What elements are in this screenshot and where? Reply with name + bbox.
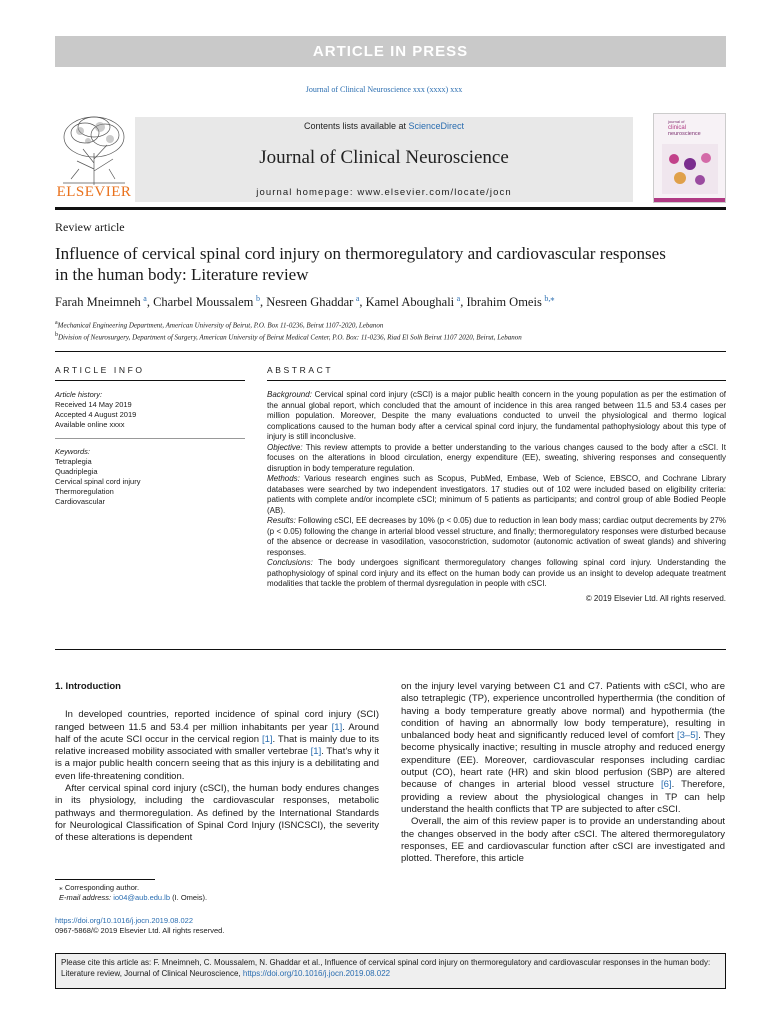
publisher-name: ELSEVIER (56, 184, 132, 200)
citation-text: Please cite this article as: F. Mneimneh, C. Moussalem, N. Ghaddar et al., Influence of cervical spinal cord injury on thermoregulatory and cardiovascular responses in the human body: Literature review, Journal of Clinical Neuroscience, (61, 958, 711, 978)
paper-title: Influence of cervical spinal cord injury on thermoregulatory and cardiovascular responses in the human body: Literature review (55, 244, 666, 284)
cover-title-clinical: clinical (668, 125, 687, 131)
author-affil-sup[interactable]: b (255, 294, 260, 303)
masthead-divider (55, 207, 726, 210)
affiliations (55, 318, 522, 343)
abstract-heading: ABSTRACT (267, 365, 334, 375)
article-in-press-banner: ARTICLE IN PRESS (55, 36, 726, 67)
history-label: Article history: (55, 390, 103, 399)
contents-line (135, 121, 633, 131)
issn-copyright: 0967-5868/© 2019 Elsevier Ltd. All rights reserved. (55, 926, 225, 935)
keyword: Tetraplegia (55, 457, 92, 466)
author[interactable] (55, 295, 153, 309)
p1-text-a: In developed countries, reported incidence of spinal cord injury (SCI) ranged between 11.5 and 53.4 per million inhabitants per year (55, 709, 379, 733)
author-sep: , (259, 295, 267, 310)
history-accepted: Accepted 4 August 2019 (55, 410, 137, 419)
affiliation (55, 318, 522, 330)
keyword: Quadriplegia (55, 467, 98, 476)
author-name: Charbel Moussalem (153, 295, 254, 310)
author-sep: , (359, 295, 366, 310)
journal-title-box (135, 117, 633, 202)
abstract-divider (267, 380, 726, 381)
doi-block (55, 916, 224, 936)
body-divider (55, 649, 726, 650)
conclusions-text: The body undergoes significant thermoregulatory changes following spinal cord injury. Understanding the pathophysiology of spinal cord injury and its effect on the human body can provide us an insight to develop adequate treatment modalities that tackle the problem of thermal dysregulation in people with cSCI. (267, 558, 726, 588)
author[interactable] (466, 295, 554, 309)
citation-link[interactable]: [1] (331, 721, 343, 733)
author[interactable] (266, 295, 365, 309)
body-paragraph (401, 681, 725, 816)
doi-link[interactable]: https://doi.org/10.1016/j.jocn.2019.08.022 (55, 916, 194, 925)
author-name: Nesreen Ghaddar (266, 295, 354, 310)
author[interactable] (153, 295, 266, 309)
abstract-background (267, 390, 726, 443)
citation-link[interactable]: [1] (261, 733, 273, 745)
abstract-results (267, 516, 726, 558)
body-column-left (55, 681, 379, 845)
body-column-right (401, 681, 725, 865)
footnote (55, 883, 379, 903)
author[interactable] (366, 295, 467, 309)
keyword: Cardiovascular (55, 497, 106, 506)
article-info-heading: ARTICLE INFO (55, 365, 145, 375)
citation-link[interactable]: [3–5] (677, 730, 699, 742)
info-divider (55, 380, 245, 381)
objective-text: This review attempts to provide a better understanding to the various changes caused to the body after a cSCI. It focuses on the alterations in blood circulation, energy expenditure (EE), sweating, shivering responses and consequently disruption in body temperature regulation. (267, 442, 726, 473)
citation-box (55, 953, 726, 989)
p3-text-b: . They become physically inactive; resulting in muscle atrophy and reduced energy expenditure (EE). Moreover, cardiovascular responses including cardiac output (CO), heart rate (HR) and skin blood perfusion (SBP) are altered because of changes in arterial blood vessel structure (401, 730, 725, 791)
p1-text-c: . That is mainly due to its relative increased mobility associated with smaller vertebrae (55, 733, 379, 758)
journal-title: Journal of Clinical Neuroscience (259, 147, 509, 168)
body-paragraph: After cervical spinal cord injury (cSCI), the human body endures changes in its physiology, including the cardiovascular responses, metabolic pathways and thermoregulation. As defined by the International Standards for Neurological Classification of Spinal Cord Injury (ISNCSCI), the severity of these alterations is dependent (55, 783, 379, 844)
email-link[interactable]: io04@aub.edu.lb (113, 893, 171, 902)
methods-text: Various research engines such as Scopus, PubMed, Embase, Web of Science, EBSCO, and Cochrane Library databases were searched by two independent investigators. 17 studies out of 102 were included based on eligibility criteria: patients with complete and/or incomplete cSCI; minimum of 5 patients as participants; and control group of able Bodied People (AB). (267, 474, 726, 515)
email-suffix: (I. Omeis). (170, 893, 208, 902)
abstract-objective (267, 443, 726, 475)
header-divider (55, 351, 726, 352)
section-heading: 1. Introduction (55, 681, 121, 692)
article-type: Review article (55, 220, 125, 234)
background-label: Background: (267, 390, 312, 399)
body-paragraph (55, 709, 379, 783)
keywords-divider (55, 438, 245, 439)
contents-prefix: Contents lists available at (303, 121, 409, 131)
article-info (55, 390, 245, 507)
p1-text-d: . That’s why it is a major public health concern seeing that as this injury is a debilitating and even life-threatening condition. (55, 746, 379, 782)
author-affil-sup[interactable]: a (355, 294, 360, 303)
abstract-methods (267, 474, 726, 516)
cover-title (668, 119, 726, 137)
history-received: Received 14 May 2019 (55, 400, 132, 409)
author-sep: , (460, 295, 467, 310)
body-paragraph: Overall, the aim of this review paper is to provide an understanding about the changes observed in the body after cSCI. The altered thermoregulatory responses, EE and cardiovascular function after cSCI are investigated and plotted. Therefore, this article (401, 816, 725, 865)
abstract-conclusions (267, 558, 726, 590)
corresponding-author: ⁎ Corresponding author. (59, 883, 140, 892)
author-name: Kamel Aboughali (365, 295, 455, 310)
journal-cover-image[interactable] (653, 113, 726, 203)
author-affil-sup[interactable]: a (143, 294, 147, 303)
author-name: Ibrahim Omeis (466, 295, 542, 310)
abstract-body (267, 390, 726, 604)
objective-label: Objective: (267, 442, 303, 452)
keywords-label: Keywords: (55, 447, 91, 456)
email-line (55, 893, 379, 903)
sciencedirect-link[interactable]: ScienceDirect (408, 121, 465, 131)
p3-text-c: . Therefore, providing a review about the physiological changes in TP can help understand the health conflicts that TP are subjected to after cSCI. (401, 779, 725, 815)
journal-homepage[interactable]: journal homepage: www.elsevier.com/locate/jocn (256, 187, 512, 198)
background-text: Cervical spinal cord injury (cSCI) is a major public health concern in the young population as per the estimation of the annual global report, which concluded that the amount of incidence in this area ranged between 11.5 and 53.4 cases per million population. Moreover, Despite the many evaluations conducted to unveil the physiological and thermo logical complications caused to the human body after a cervical spinal cord injury, the fundamental pathophysiology about this type of injury is still inconclusive. (267, 390, 726, 441)
affil-text: Division of Neurosurgery, Department of Surgery, American University of Beirut Medical Center, P.O. Box: 11-0236, Riad El Solh Beirut 1107 2020, Beirut, Lebanon (58, 333, 522, 342)
p1-text-b: . Around half of the acute SCI occur in the cervical region (55, 721, 379, 745)
journal-masthead (55, 113, 726, 205)
history-online: Available online xxxx (55, 420, 125, 429)
keyword: Thermoregulation (55, 487, 114, 496)
journal-reference-link[interactable]: Journal of Clinical Neuroscience xxx (xxxx) xxx (305, 85, 463, 94)
citation-link[interactable]: [6] (661, 779, 672, 791)
email-label: E-mail address: (59, 893, 114, 902)
author-sep: , (146, 295, 154, 310)
author-affil-sup[interactable]: b,⁎ (544, 294, 555, 303)
conclusions-label: Conclusions: (267, 558, 313, 567)
elsevier-logo[interactable] (55, 113, 133, 205)
affil-sup: b (55, 332, 58, 339)
citation-link[interactable]: [1] (310, 746, 322, 758)
cover-title-neuro: neuroscience (668, 131, 701, 137)
abstract-copyright: © 2019 Elsevier Ltd. All rights reserved. (585, 593, 726, 603)
author-list (55, 294, 554, 310)
cover-title-small: journal of (668, 119, 685, 124)
affil-text: Mechanical Engineering Department, American University of Beirut, P.O. Box 11-0236, Beirut 1107-2020, Lebanon (57, 321, 384, 330)
affil-sup: a (55, 320, 58, 326)
elsevier-tree-icon (55, 113, 133, 187)
author-name: Farah Mneimneh (55, 295, 141, 310)
keyword: Cervical spinal cord injury (55, 477, 141, 486)
citation-doi-link[interactable]: https://doi.org/10.1016/j.jocn.2019.08.022 (242, 969, 391, 978)
results-text: Following cSCI, EE decreases by 10% (p < 0.05) due to reduction in lean body mass; cardiac output decrements by 27% (p < 0.05) following the change in arterial blood vessel structure, and finally; thermoregulatory responses were disturbed because of the absence or decrease in vasodilation, vasoconstriction, sudomotor (autonomic activation of sweat glands) and shivering responses. (267, 516, 726, 557)
p3-text-a: on the injury level varying between C1 and C7. Patients with cSCI, who are also tetraplegic (TP), experience uncontrolled hyperthermia (the condition of having a body temperature greatly above normal) and hypothermia (the condition of having an abnormally low body temperature), resulting in unbalanced body heat and significantly reduced level of comfort (401, 681, 725, 742)
footnote-divider (55, 879, 155, 880)
methods-label: Methods: (267, 474, 300, 483)
author-affil-sup[interactable]: a (456, 294, 461, 303)
results-label: Results: (267, 516, 296, 525)
affiliation (55, 330, 522, 342)
